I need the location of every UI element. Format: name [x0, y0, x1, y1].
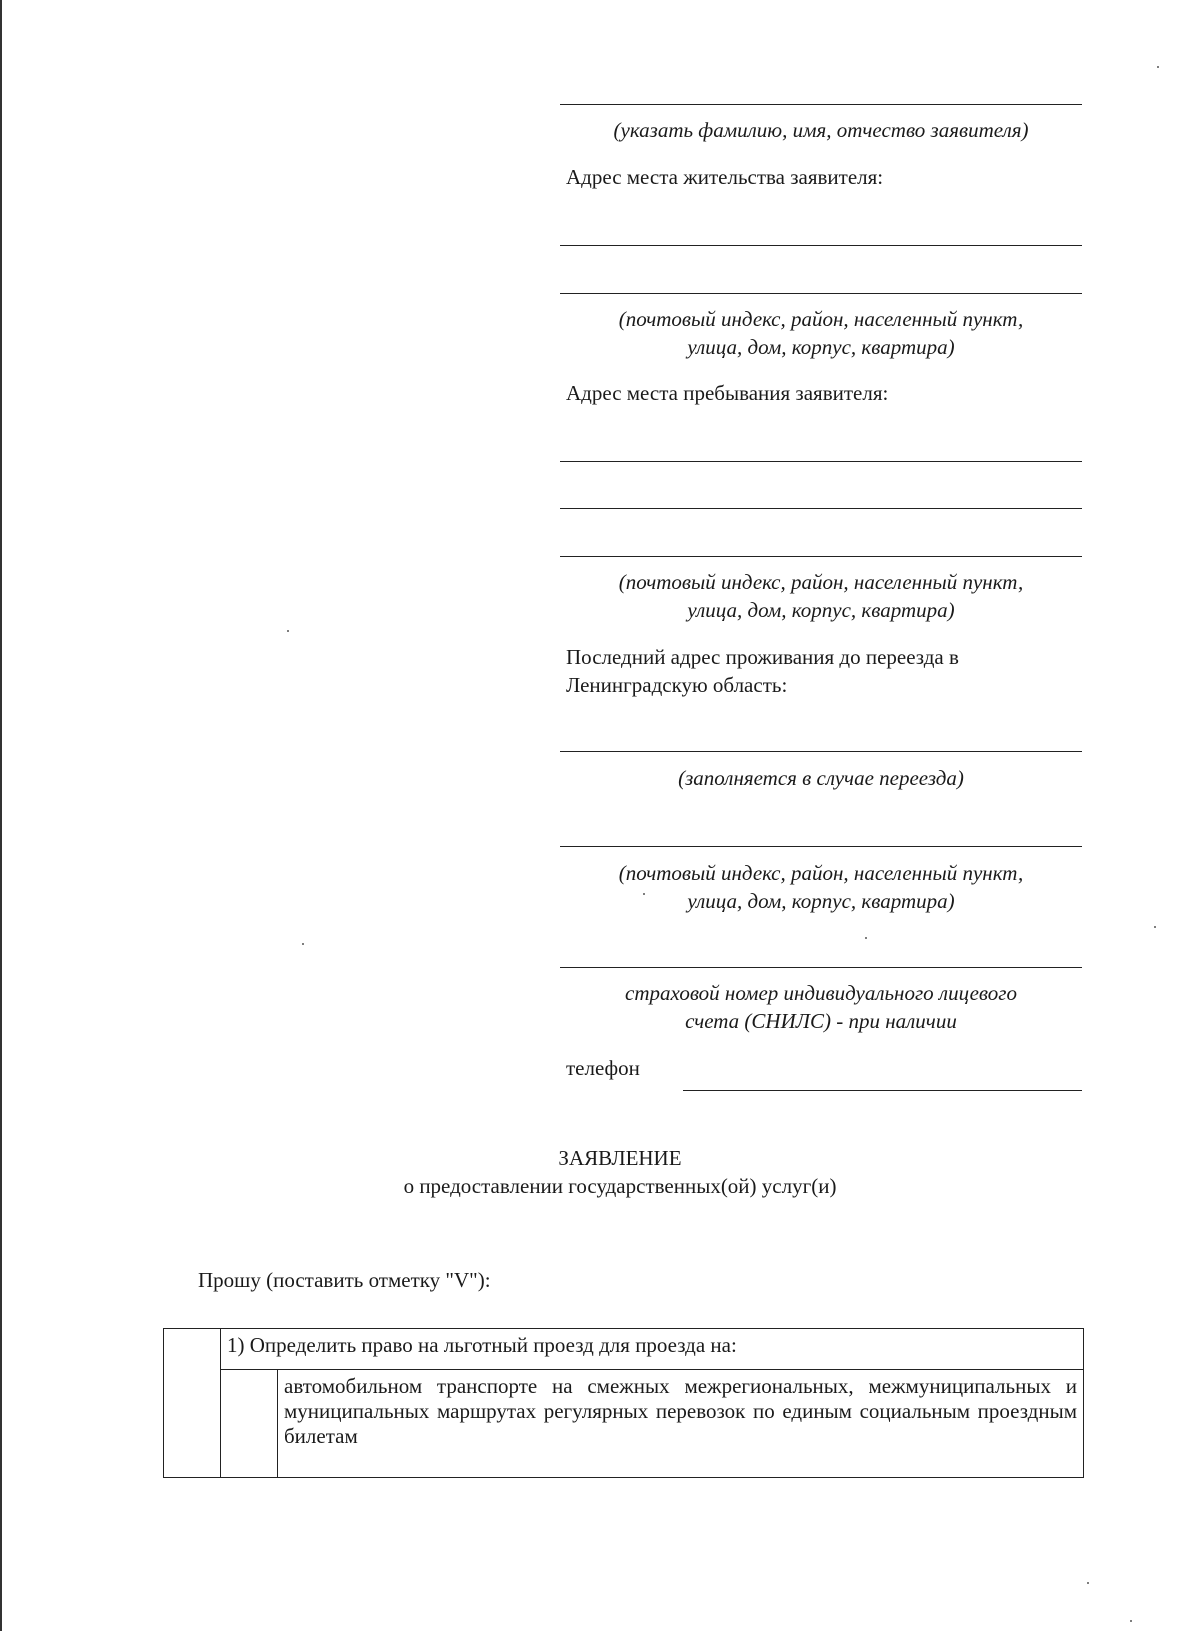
item1-checkbox[interactable]	[164, 1329, 221, 1478]
residence-label: Адрес места жительства заявителя:	[566, 165, 884, 189]
scan-speck	[1157, 66, 1159, 68]
last-address-caption-2: улица, дом, корпус, квартира)	[687, 889, 955, 913]
last-address-label-2: Ленинградскую область:	[566, 673, 788, 697]
last-address-line-2[interactable]	[560, 846, 1082, 847]
move-caption: (заполняется в случае переезда)	[678, 766, 964, 790]
scan-speck	[643, 893, 645, 895]
stay-caption-1: (почтовый индекс, район, населенный пункт,	[618, 570, 1024, 594]
item1-sub-checkbox[interactable]	[221, 1370, 278, 1478]
fio-caption: (указать фамилию, имя, отчество заявителя)	[613, 118, 1029, 142]
snils-caption-1: страховой номер индивидуального лицевого	[625, 981, 1017, 1005]
phone-line[interactable]	[683, 1090, 1082, 1091]
residence-line-2[interactable]	[560, 293, 1082, 294]
scan-speck	[1154, 926, 1156, 928]
stay-line-3[interactable]	[560, 556, 1082, 557]
scan-speck	[287, 630, 289, 632]
stay-line-2[interactable]	[560, 508, 1082, 509]
statement-subtitle: о предоставлении государственных(ой) услуг(и)	[403, 1174, 837, 1198]
stay-line-1[interactable]	[560, 461, 1082, 462]
item1-label: 1) Определить право на льготный проезд для проезда на:	[221, 1329, 1084, 1370]
request-prompt: Прошу (поставить отметку "V"):	[198, 1268, 491, 1292]
residence-caption-1: (почтовый индекс, район, населенный пункт,	[618, 307, 1024, 331]
phone-label: телефон	[566, 1056, 640, 1080]
residence-caption-2: улица, дом, корпус, квартира)	[687, 335, 955, 359]
stay-caption-2: улица, дом, корпус, квартира)	[687, 598, 955, 622]
last-address-caption-1: (почтовый индекс, район, населенный пункт,	[618, 861, 1024, 885]
snils-line[interactable]	[560, 967, 1082, 968]
statement-title: ЗАЯВЛЕНИЕ	[558, 1146, 682, 1170]
item1-sub-text: автомобильном транспорте на смежных межрегиональных, межмуниципальных и муниципальных маршрутах регулярных перевозок по единым социальным проездным билетам	[278, 1370, 1084, 1478]
residence-line-1[interactable]	[560, 245, 1082, 246]
stay-label: Адрес места пребывания заявителя:	[566, 381, 889, 405]
scan-speck	[1130, 1620, 1132, 1622]
request-table	[163, 1328, 1084, 1478]
snils-caption-2: счета (СНИЛС) - при наличии	[685, 1009, 957, 1033]
last-address-label-1: Последний адрес проживания до переезда в	[566, 645, 959, 669]
scan-speck	[302, 943, 304, 945]
scan-speck	[865, 937, 867, 939]
fio-line[interactable]	[560, 104, 1082, 105]
last-address-line-1[interactable]	[560, 751, 1082, 752]
scan-speck	[1087, 1582, 1089, 1584]
page-edge	[0, 0, 2, 1631]
